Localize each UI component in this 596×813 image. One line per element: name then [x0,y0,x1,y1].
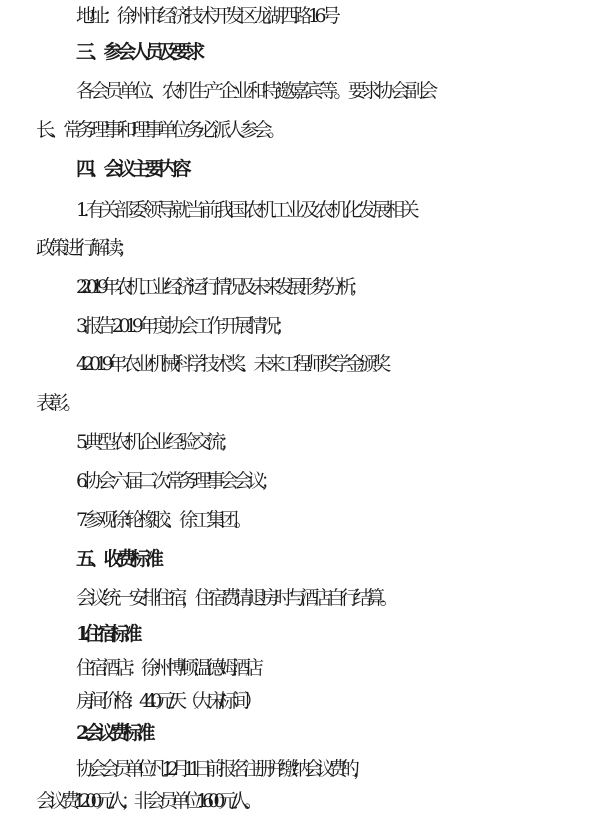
section-3-paragraph-line: 长、常务理事和理事单位务必派人参会。 [36,119,281,141]
meeting-fee-line: 协会会员单位凡 12 月 11 日前报名注册并缴纳会议费的， [76,758,366,780]
section-3-heading: 三、参会人员及要求 [76,41,201,63]
fee-intro: 会议统一安排住宿，住宿费请退房时与酒店自行结算。 [76,587,393,609]
hotel-name: 住宿酒店：徐州博顿温德姆酒店 [76,657,259,679]
agenda-item-5: 5. 典型农机企业经验交流； [76,431,234,453]
agenda-item-4-continued: 表彰。 [36,392,77,414]
agenda-item-3: 3. 报告 2019 年度协会工作开展情况； [76,315,289,337]
agenda-item-6: 6. 协会六届二次常务理事会会议； [76,470,275,492]
venue-address: 地址：徐州市经济技术开发区龙湖西路 16 号 [76,5,336,27]
agenda-item-4: 4. 2019 年农业机械科学技术奖、未来工程师奖学金颁奖 [76,353,386,375]
meeting-fee-line: 会议费 1200 元/人；非会员单位 1600 元/人。 [36,790,257,812]
section-4-heading: 四、会议主要内容 [76,158,187,180]
agenda-item-1-continued: 政策进行解读； [36,237,132,259]
section-5-heading: 五、收费标准 [76,548,159,570]
agenda-item-2: 2. 2019 年农机工业经济运行情况及未来发展形势分析； [76,276,363,298]
agenda-item-1: 1. 有关部委领导就当前我国农机工业及农机化发展相关 [76,199,415,221]
section-3-paragraph-line: 各会员单位、农机生产企业和特邀嘉宾等。要求协会副会 [76,80,434,102]
meeting-fee-subheading: 2. 会议费标准 [76,722,150,744]
accommodation-subheading: 1. 住宿标准 [76,623,137,645]
room-price: 房间价格：440 元/天（大床/标间） [76,690,257,712]
agenda-item-7: 7. 参观徐轮橡胶、徐工集团。 [76,509,248,531]
